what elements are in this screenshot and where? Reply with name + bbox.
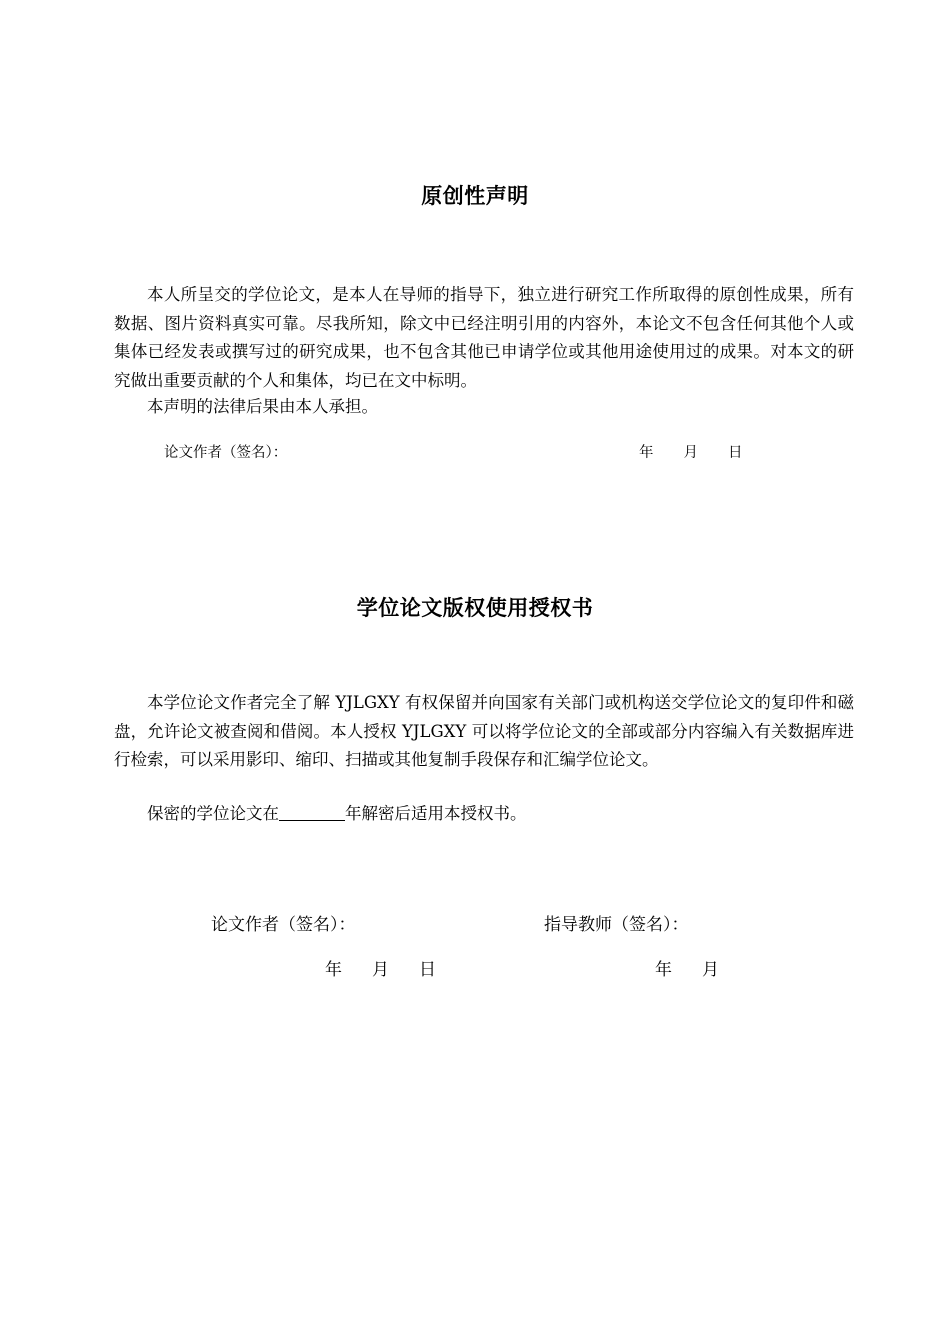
author-signature-label: 论文作者（签名）： (164, 445, 288, 461)
date-day: 日 (728, 445, 743, 461)
years-blank (279, 804, 345, 822)
declaration-paragraph: 本人所呈交的学位论文，是本人在导师的指导下，独立进行研究工作所取得的原创性成果，所有数据、图片资料真实可靠。尽我所知，除文中已经注明引用的内容外，本论文不包含任何其他个人或集体已经发表或撰写过的研究成果，也不包含其他已申请学位或其他用途使用过的成果。对本文的研究做出重要贡献的个人和集体，均已在文中标明。 (114, 285, 854, 390)
legal-consequence-paragraph: 本声明的法律后果由本人承担。 (147, 397, 378, 416)
authorization-title: 学位论文版权使用授权书 (356, 596, 594, 620)
date-month: 月 (683, 445, 698, 461)
date-year: 年 (325, 960, 342, 980)
date-year: 年 (639, 445, 654, 461)
advisor-signature-label: 指导教师（签名）： (544, 915, 689, 935)
date-day: 日 (419, 960, 436, 980)
confidentiality-paragraph (114, 800, 854, 829)
author-signature-label-2: 论文作者（签名）： (211, 915, 356, 935)
confidentiality-text-after: 年解密后适用本授权书。 (345, 804, 527, 823)
date-year: 年 (655, 960, 672, 980)
author-date (325, 955, 436, 980)
confidentiality-text-before: 保密的学位论文在 (147, 804, 279, 823)
authorization-paragraph: 本学位论文作者完全了解 YJLGXY 有权保留并向国家有关部门或机构送交学位论文的复印件和磁盘，允许论文被查阅和借阅。本人授权 YJLGXY 可以将学位论文的全部或部分内容编入有关数据库进行检索，可以采用影印、缩印、扫描或其他复制手段保存和汇编学位论文。 (114, 693, 854, 769)
declaration-date (639, 441, 743, 462)
date-month: 月 (372, 960, 389, 980)
date-month: 月 (702, 960, 719, 980)
declaration-title: 原创性声明 (421, 184, 529, 208)
advisor-date (655, 955, 719, 980)
